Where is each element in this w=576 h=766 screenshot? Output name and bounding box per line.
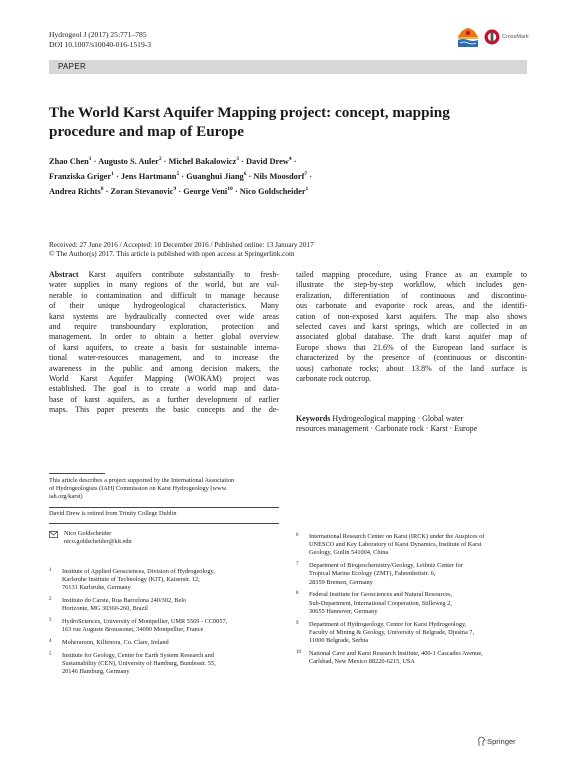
footnote-divider-2 bbox=[49, 523, 279, 524]
author-name[interactable]: Augusto S. Auler bbox=[98, 156, 159, 166]
abstract-line: selected caves and karst springs, which are collected in an bbox=[296, 322, 527, 332]
author-affiliation-mark: 2 bbox=[158, 156, 162, 162]
affiliation-number: 2 bbox=[49, 597, 52, 603]
author-name[interactable]: David Drew bbox=[245, 156, 289, 166]
author-separator: · bbox=[91, 156, 99, 166]
affiliation-number: 4 bbox=[49, 639, 52, 645]
support-note: This article describes a project supported by the International Association of Hydrogeologists (IAH) Commission on Karst Hydrogeology (www. iah.org/karst) bbox=[49, 477, 235, 501]
author-name[interactable]: Zoran Stevanovic bbox=[110, 186, 174, 196]
author-name[interactable]: Nico Goldscheider bbox=[239, 186, 306, 196]
affiliation-line: National Cave and Karst Research Institute, 400-1 Cascades Avenue, bbox=[309, 649, 483, 657]
publisher-name: Springer bbox=[487, 737, 516, 746]
affiliation-line: 20146 Hamburg, Germany bbox=[62, 668, 130, 676]
affiliation-line: 76131 Karlsruhe, Germany bbox=[62, 584, 131, 592]
author-name[interactable]: George Veni bbox=[183, 186, 228, 196]
affiliation-line: 11000 Belgrade, Serbia bbox=[309, 637, 369, 644]
author-affiliation-mark: 7 bbox=[304, 170, 308, 177]
author-name[interactable]: Franziska Griger bbox=[49, 171, 112, 181]
author-name[interactable]: Guanghui Jiang bbox=[186, 171, 244, 181]
author-affiliation-mark: 1 bbox=[111, 170, 114, 177]
affiliation-line: Federal Institute for Geosciences and Natural Resources, bbox=[309, 591, 453, 599]
abstract-line: cation of non-exposed karst aquifers. The map also shows bbox=[296, 311, 527, 321]
abstract-line: Europe shows that 21.6% of the European land surface is bbox=[296, 342, 527, 352]
abstract-line: of their unique hydrogeological characteristics. Many bbox=[49, 301, 279, 311]
affiliation-number: 9 bbox=[296, 620, 299, 626]
author-affiliation-mark: 5 bbox=[176, 170, 180, 177]
abstract-line: eralization, differentiation of continuous and discontinu- bbox=[296, 290, 527, 300]
footnote-rule bbox=[49, 473, 105, 474]
affiliation-line: Horizonte, MG 30360-260, Brazil bbox=[62, 605, 148, 613]
affiliation-line: Institute of Applied Geosciences, Division of Hydrogeology, bbox=[62, 568, 215, 575]
author-name[interactable]: Zhao Chen bbox=[49, 156, 89, 166]
author-separator: · bbox=[246, 171, 254, 181]
author-affiliation-mark: 4 bbox=[288, 156, 292, 162]
abstract-line: characterized by the presence of (continuous or discontin- bbox=[296, 353, 527, 363]
author-name[interactable]: Jens Hartmann bbox=[120, 171, 177, 181]
author-separator: · bbox=[103, 186, 111, 196]
mail-icon bbox=[49, 531, 58, 538]
abstract-line: established. The goal is to create a world map and data- bbox=[49, 384, 279, 394]
author-name[interactable]: Nils Moosdorf bbox=[253, 171, 305, 181]
author-separator: · bbox=[291, 156, 297, 166]
author-list bbox=[49, 153, 519, 197]
article-title: The World Karst Aquifer Mapping project: concept, mapping procedure and map of Europe bbox=[49, 104, 450, 140]
abstract-line: tional water-resources management, and to increase the bbox=[49, 353, 279, 363]
affiliation-line: 28359 Bremen, Germany bbox=[309, 578, 373, 586]
abstract-line: carbonate rock outcrop. bbox=[296, 374, 372, 384]
abstract-line: World Karst Aquifer Mapping (WOKAM) project was bbox=[49, 374, 279, 384]
journal-reference: Hydrogeol J (2017) 25:771–785 bbox=[49, 30, 147, 39]
affiliation-number: 5 bbox=[49, 652, 52, 657]
author-name[interactable]: Michel Bakalowicz bbox=[168, 156, 237, 166]
affiliation-line: Carlsbad, New Mexico 88220-6215, USA bbox=[309, 658, 415, 665]
affiliation-number: 6 bbox=[296, 533, 299, 538]
affiliation-line: 30655 Hannover, Germany bbox=[309, 607, 378, 615]
abstract-label: Abstract bbox=[49, 270, 79, 279]
abstract-line: of karst aquifers, to create a basis for sustainable interna- bbox=[49, 342, 279, 352]
abstract-line: ous carbonate and evaporite rock areas, and the identifi- bbox=[296, 301, 527, 311]
author-separator: · bbox=[179, 171, 187, 181]
copyright-line: © The Author(s) 2017. This article is published with open access at Springerlink.com bbox=[49, 250, 295, 259]
affiliation-line: Institute for Geology, Center for Earth System Research and bbox=[62, 652, 214, 659]
affiliation-line: Department of Hydrogeology, Centre for Karst Hydrogeology, bbox=[309, 620, 467, 628]
author-name[interactable]: Andrea Richts bbox=[49, 186, 101, 196]
affiliation-line: International Research Center on Karst (IRCK) under the Auspices of bbox=[309, 533, 485, 540]
affiliation-number: 3 bbox=[49, 618, 52, 624]
abstract-line: nerable to contamination and difficult to manage because bbox=[49, 290, 279, 300]
abstract-line: karst systems are hydraulically connected over wide areas bbox=[49, 311, 279, 321]
affiliation-line: Moheraroon, Kilfenora, Co. Clare, Ireland bbox=[62, 639, 169, 647]
keywords-line-1: Hydrogeological mapping · Global water bbox=[332, 414, 464, 423]
springer-horse-icon bbox=[477, 736, 486, 747]
abstract-line: management. In order to obtain a better global overview bbox=[49, 332, 279, 342]
author-affiliation-mark: 8 bbox=[100, 185, 104, 192]
abstract-line: maps. This paper presents the basic concepts and the de- bbox=[49, 405, 279, 415]
crossmark-icon[interactable] bbox=[484, 29, 500, 45]
affiliation-line: Geology, Guilin 541004, China bbox=[309, 549, 389, 557]
contact-name: Nico Goldscheider bbox=[64, 530, 112, 537]
affiliation-number: 7 bbox=[296, 562, 299, 568]
author-affiliation-mark: 9 bbox=[173, 185, 177, 192]
affiliation-line: 163 rue Auguste Broussonet, 34090 Montpellier, France bbox=[62, 626, 204, 634]
author-separator: · bbox=[238, 156, 246, 166]
crossmark-label[interactable]: CrossMark bbox=[502, 34, 529, 40]
contact-email[interactable]: nico.goldscheider@kit.edu bbox=[64, 538, 132, 546]
affiliation-number: 1 bbox=[49, 568, 52, 573]
abstract-line: awareness in the public and among decision makers, the bbox=[49, 363, 279, 373]
abstract-line: tailed mapping procedure, using France as an example to bbox=[296, 270, 527, 279]
author-separator: · bbox=[176, 186, 184, 196]
doi[interactable]: DOI 10.1007/s10040-016-1519-3 bbox=[49, 40, 152, 49]
affiliation-line: Sustainability (CEN), University of Hamburg, Bundesstr. 55, bbox=[62, 660, 216, 668]
author-separator: · bbox=[113, 171, 121, 181]
abstract-right-column bbox=[296, 270, 527, 384]
keywords-label: Keywords bbox=[296, 414, 331, 423]
contact bbox=[64, 530, 264, 546]
abstract-line: Abstract Karst aquifers contribute substantially to fresh- bbox=[49, 270, 280, 279]
dates-line: Received: 27 June 2016 / Accepted: 10 December 2016 / Published online: 13 January 2017 bbox=[49, 241, 314, 249]
abstract-line: base of karst aquifers, as a further development of earlier bbox=[49, 394, 279, 404]
affiliation-number: 10 bbox=[296, 649, 301, 655]
author-affiliation-mark: 3 bbox=[236, 156, 239, 162]
affiliation-number: 8 bbox=[296, 591, 299, 597]
affiliation-line: Sub-Department, International Cooperation, Stilleweg 2, bbox=[309, 599, 452, 607]
author-separator: · bbox=[307, 171, 313, 181]
keywords bbox=[296, 414, 527, 435]
abstract-line: illustrate the step-by-step workflow, which includes gen- bbox=[296, 280, 527, 290]
affiliation-line: Instituto do Carste, Rua Barcelona 240/302, Belo bbox=[62, 597, 187, 605]
affiliation-line: Faculty of Mining & Geology, University of Belgrade, Djusina 7, bbox=[309, 628, 475, 636]
affiliation-line: HydroSciences, University of Montpellier, UMR 5569 - CC0057, bbox=[62, 618, 228, 626]
abstract-left-column bbox=[49, 270, 279, 416]
publication-dates bbox=[49, 241, 527, 260]
section-label: PAPER bbox=[58, 62, 87, 71]
author-separator: · bbox=[232, 186, 240, 196]
author-affiliation-mark: 1 bbox=[88, 156, 92, 162]
author-separator: · bbox=[161, 156, 169, 166]
keywords-line-2: resources management · Carbonate rock · Karst · Europe bbox=[296, 424, 478, 434]
abstract-line: uous) carbonate rocks; about 13.8% of the land surface is bbox=[296, 363, 527, 373]
author-affiliation-mark: 6 bbox=[243, 170, 247, 177]
affiliation-line: Karlsruhe Institute of Technology (KIT), Kaiserstr. 12, bbox=[62, 576, 200, 584]
retired-note: David Drew is retired from Trinity College Dublin bbox=[49, 510, 177, 517]
footnote-divider bbox=[49, 507, 279, 508]
affiliation-line: Department of Biogeochemistry/Geology, Leibniz Center for bbox=[309, 562, 463, 570]
abstract-line: and require transboundary exploration, protection and bbox=[49, 322, 279, 332]
author-affiliation-mark: 10 bbox=[227, 185, 233, 192]
journal-logo-icon bbox=[456, 25, 480, 49]
affiliation-line: Tropical Marine Ecology (ZMT), Fahrenheitstr. 6, bbox=[309, 570, 436, 578]
abstract-line: associated global database. The draft karst aquifer map of bbox=[296, 332, 527, 342]
section-band bbox=[49, 60, 527, 74]
affiliation-line: UNESCO and Key Laboratory of Karst Dynamics, Institute of Karst bbox=[309, 541, 482, 549]
abstract-line: water supplies in many regions of the world, but are vul- bbox=[49, 280, 279, 290]
author-affiliation-mark: 1 bbox=[305, 185, 309, 192]
